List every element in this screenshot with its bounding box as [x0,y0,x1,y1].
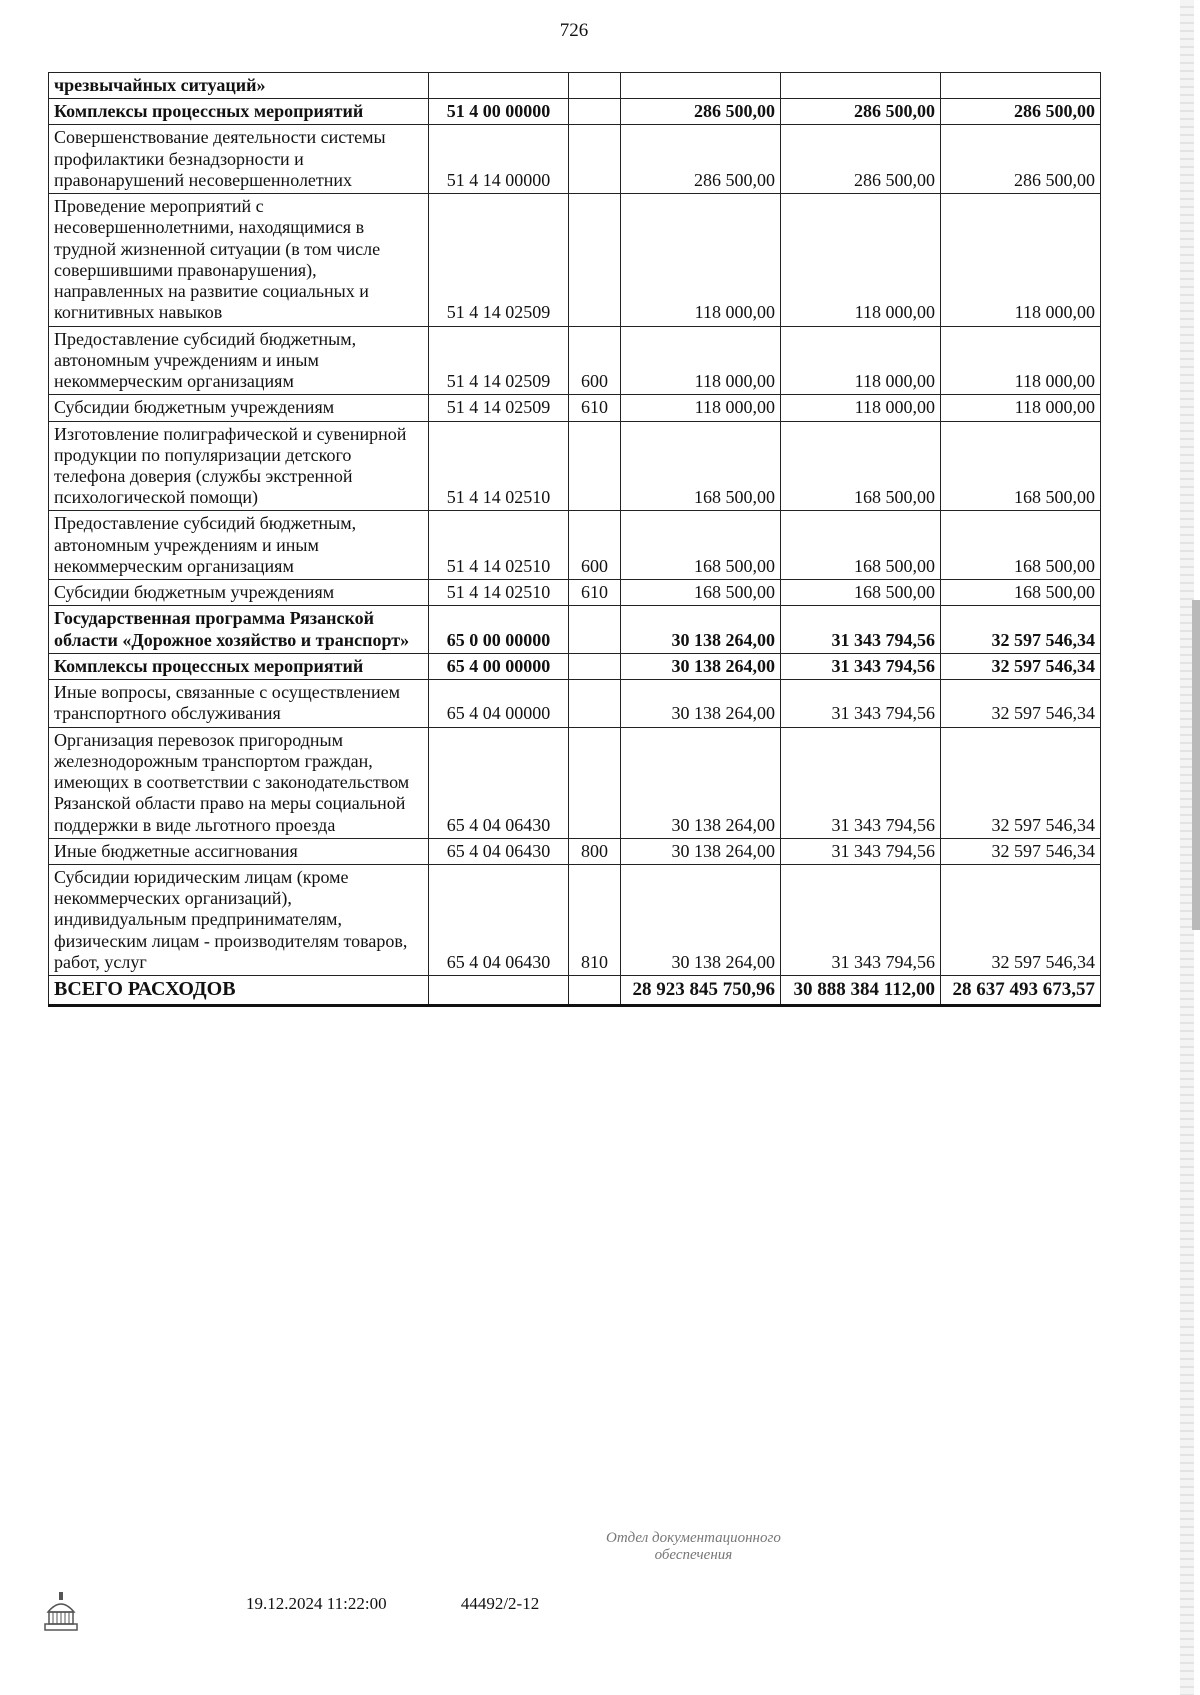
footer-ref: 44492/2-12 [460,1594,540,1613]
row-value-2026 [941,73,1101,99]
row-type [569,606,621,653]
row-value-2025: 286 500,00 [781,99,941,125]
table-row [49,838,1101,864]
row-value-2024: 286 500,00 [621,125,781,194]
row-name: Комплексы процессных мероприятий [49,99,429,125]
department-stamp [606,1530,781,1565]
row-value-2026: 32 597 546,34 [941,727,1101,838]
row-value-2025: 118 000,00 [781,194,941,326]
row-value-2025: 118 000,00 [781,395,941,421]
row-value-2024: 168 500,00 [621,421,781,511]
row-value-2026: 168 500,00 [941,580,1101,606]
row-code: 65 4 04 06430 [429,727,569,838]
row-value-2025: 168 500,00 [781,580,941,606]
row-value-2026: 32 597 546,34 [941,653,1101,679]
scan-edge-bar [1192,600,1200,930]
row-type [569,194,621,326]
row-value-2025: 31 343 794,56 [781,653,941,679]
total-label: ВСЕГО РАСХОДОВ [49,976,429,1006]
row-type [569,99,621,125]
row-value-2024 [621,73,781,99]
row-name: Проведение мероприятий с несовершеннолетними, находящимися в трудной жизненной ситуации (в том числе совершившими правонарушения), направленных на развитие социальных и когнитивных навыков [49,194,429,326]
row-code: 65 4 04 06430 [429,864,569,975]
table-row [49,606,1101,653]
row-code: 65 0 00 00000 [429,606,569,653]
row-name: Организация перевозок пригородным железнодорожным транспортом граждан, имеющих в соответствии с законодательством Рязанской области право на меры социальной поддержки в виде льготного проезда [49,727,429,838]
row-value-2024: 118 000,00 [621,326,781,395]
row-name: Субсидии бюджетным учреждениям [49,580,429,606]
row-value-2026: 118 000,00 [941,326,1101,395]
row-code: 51 4 00 00000 [429,99,569,125]
row-value-2024: 30 138 264,00 [621,838,781,864]
row-value-2025: 168 500,00 [781,511,941,580]
total-row [49,976,1101,1006]
row-value-2024: 286 500,00 [621,99,781,125]
budget-table-body [49,73,1101,976]
total-code [429,976,569,1006]
total-2026: 28 637 493 673,57 [941,976,1101,1006]
row-type [569,680,621,727]
row-type [569,73,621,99]
budget-table [48,72,1101,1007]
row-value-2025: 31 343 794,56 [781,838,941,864]
table-row [49,653,1101,679]
row-code: 51 4 14 02509 [429,194,569,326]
row-type [569,125,621,194]
row-value-2026: 286 500,00 [941,99,1101,125]
table-row [49,194,1101,326]
row-name: Предоставление субсидий бюджетным, автономным учреждениям и иным некоммерческим организациям [49,326,429,395]
row-name: Комплексы процессных мероприятий [49,653,429,679]
row-value-2026: 286 500,00 [941,125,1101,194]
row-code: 51 4 14 02509 [429,395,569,421]
table-row [49,511,1101,580]
row-value-2024: 30 138 264,00 [621,606,781,653]
row-name: Совершенствование деятельности системы профилактики безнадзорности и правонарушений несовершеннолетних [49,125,429,194]
table-row [49,99,1101,125]
row-code: 65 4 04 00000 [429,680,569,727]
row-value-2025: 286 500,00 [781,125,941,194]
row-code: 65 4 00 00000 [429,653,569,679]
row-name: Иные бюджетные ассигнования [49,838,429,864]
row-name: чрезвычайных ситуаций» [49,73,429,99]
row-value-2026: 32 597 546,34 [941,606,1101,653]
stamp-line2: обеспечения [654,1547,733,1564]
row-value-2026: 118 000,00 [941,194,1101,326]
table-row [49,580,1101,606]
row-value-2024: 118 000,00 [621,395,781,421]
table-row [49,680,1101,727]
total-2025: 30 888 384 112,00 [781,976,941,1006]
row-value-2025: 31 343 794,56 [781,864,941,975]
row-code: 51 4 14 02510 [429,421,569,511]
row-value-2024: 30 138 264,00 [621,864,781,975]
row-code: 51 4 14 02510 [429,511,569,580]
row-type [569,421,621,511]
table-row [49,395,1101,421]
total-2024: 28 923 845 750,96 [621,976,781,1006]
row-name: Государственная программа Рязанской области «Дорожное хозяйство и транспорт» [49,606,429,653]
row-value-2024: 168 500,00 [621,580,781,606]
row-value-2025: 118 000,00 [781,326,941,395]
row-value-2024: 168 500,00 [621,511,781,580]
table-row [49,73,1101,99]
table-row [49,864,1101,975]
row-type: 610 [569,395,621,421]
page-number: 726 [559,20,589,41]
row-type [569,727,621,838]
row-type: 600 [569,511,621,580]
row-value-2026: 168 500,00 [941,421,1101,511]
table-row [49,727,1101,838]
total-type [569,976,621,1006]
row-value-2026: 118 000,00 [941,395,1101,421]
row-value-2024: 30 138 264,00 [621,653,781,679]
row-value-2026: 168 500,00 [941,511,1101,580]
row-value-2025: 31 343 794,56 [781,680,941,727]
row-code: 65 4 04 06430 [429,838,569,864]
row-name: Субсидии бюджетным учреждениям [49,395,429,421]
row-type: 800 [569,838,621,864]
row-value-2024: 118 000,00 [621,194,781,326]
row-value-2025: 31 343 794,56 [781,727,941,838]
logo-icon [42,1590,80,1639]
row-type: 810 [569,864,621,975]
row-name: Изготовление полиграфической и сувенирной продукции по популяризации детского телефона доверия (службы экстренной психологической помощи) [49,421,429,511]
table-row [49,125,1101,194]
table-row [49,421,1101,511]
row-type [569,653,621,679]
row-value-2026: 32 597 546,34 [941,838,1101,864]
row-value-2025: 31 343 794,56 [781,606,941,653]
footer-date: 19.12.2024 11:22:00 [246,1594,387,1613]
row-type: 610 [569,580,621,606]
row-value-2025: 168 500,00 [781,421,941,511]
stamp-line1: Отдел документационного [606,1530,781,1546]
row-code: 51 4 14 02510 [429,580,569,606]
row-value-2026: 32 597 546,34 [941,680,1101,727]
row-code: 51 4 14 02509 [429,326,569,395]
row-code: 51 4 14 00000 [429,125,569,194]
table-row [49,326,1101,395]
row-code [429,73,569,99]
footer [246,1594,539,1614]
row-name: Субсидии юридическим лицам (кроме некоммерческих организаций), индивидуальным предпринимателям, физическим лицам - производителям товаров, работ, услуг [49,864,429,975]
row-value-2025 [781,73,941,99]
row-value-2024: 30 138 264,00 [621,727,781,838]
row-type: 600 [569,326,621,395]
row-name: Иные вопросы, связанные с осуществлением транспортного обслуживания [49,680,429,727]
row-value-2024: 30 138 264,00 [621,680,781,727]
row-name: Предоставление субсидий бюджетным, автономным учреждениям и иным некоммерческим организациям [49,511,429,580]
row-value-2026: 32 597 546,34 [941,864,1101,975]
